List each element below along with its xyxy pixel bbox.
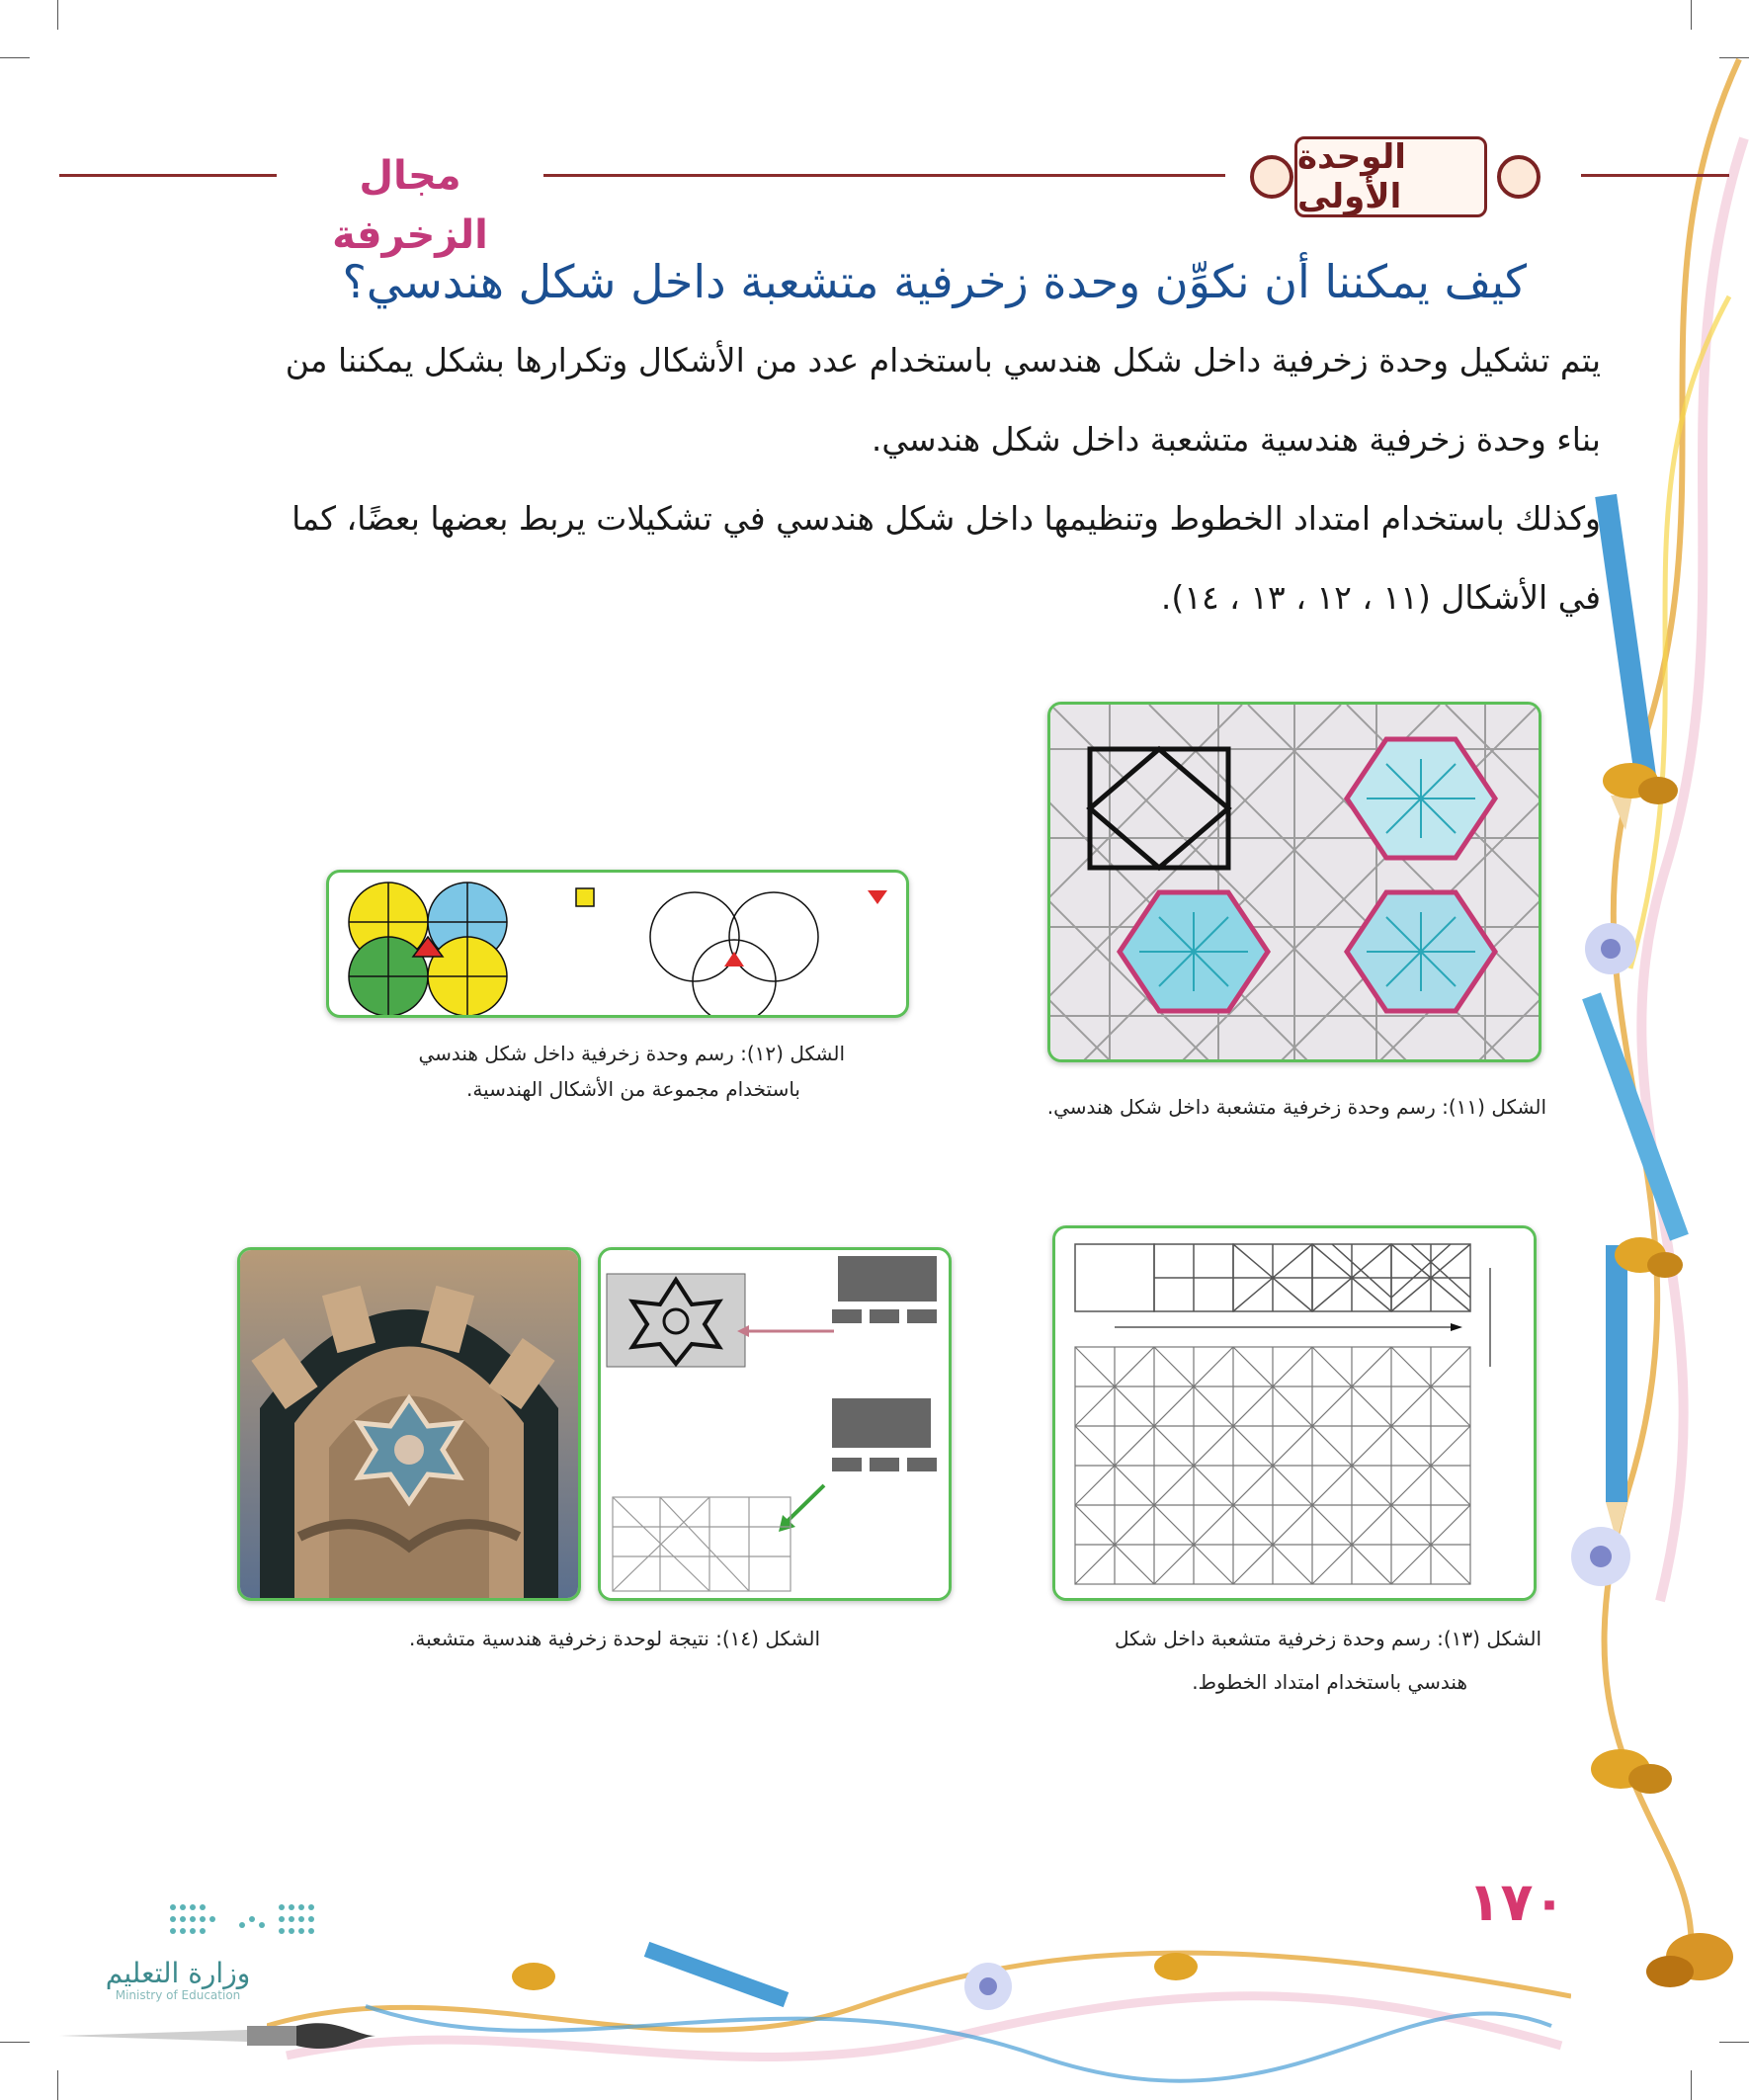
figure-12-frame xyxy=(326,870,909,1018)
page-heading: كيف يمكننا أن نكوِّن وحدة زخرفية متشعبة داخل شكل هندسي؟ xyxy=(342,255,1527,308)
figure-11-pattern xyxy=(1050,705,1539,1059)
figure-13-caption-line1: الشكل (١٣): رسم وحدة زخرفية متشعبة داخل شكل xyxy=(1114,1627,1541,1650)
unit-badge xyxy=(1294,136,1487,217)
pencil-icon xyxy=(1606,1245,1627,1542)
crop-mark xyxy=(0,57,30,58)
figure-11-caption: الشكل (١١): رسم وحدة زخرفية متشعبة داخل شكل هندسي. xyxy=(1046,1095,1546,1119)
figure-12-caption-line1: الشكل (١٢): رسم وحدة زخرفية داخل شكل هندسي xyxy=(418,1042,845,1065)
crop-mark xyxy=(57,0,58,30)
paragraph-line: بناء وحدة زخرفية هندسية متشعبة داخل شكل هندسي. xyxy=(871,420,1601,459)
ministry-name-ar: وزارة التعليم xyxy=(105,1957,251,1989)
page-number: ١٧٠ xyxy=(1467,1871,1566,1933)
figure-13-pattern xyxy=(1055,1228,1534,1598)
figure-14-photo xyxy=(240,1250,578,1598)
pencil-icon xyxy=(644,1942,789,2007)
figure-13-frame xyxy=(1052,1225,1537,1601)
paragraph-line: وكذلك باستخدام امتداد الخطوط وتنظيمها داخل شكل هندسي في تشكيلات يربط بعضها بعضًا، كما xyxy=(292,499,1601,538)
butterfly-icon xyxy=(1646,1933,1733,1987)
figure-14-photo-frame xyxy=(237,1247,581,1601)
flower-icon xyxy=(964,1963,1012,2010)
crop-mark xyxy=(0,2042,30,2043)
ornament-icon xyxy=(1497,155,1541,199)
decorative-bottom-border xyxy=(267,1907,1571,2100)
ministry-logo-icon xyxy=(163,1897,321,1947)
figure-14-diagram xyxy=(601,1250,949,1598)
flower-icon xyxy=(1571,1527,1630,1586)
header-rule-middle xyxy=(543,174,1225,177)
butterfly-icon xyxy=(512,1963,555,1990)
ornament-icon xyxy=(1250,155,1293,199)
paragraph-line: يتم تشكيل وحدة زخرفية داخل شكل هندسي باستخدام عدد من الأشكال وتكرارها بشكل يمكننا من xyxy=(285,341,1601,379)
figure-14-diagram-frame xyxy=(598,1247,952,1601)
figure-14-caption: الشكل (١٤): نتيجة لوحدة زخرفية هندسية متشعبة. xyxy=(408,1627,820,1650)
paintbrush-icon xyxy=(59,2006,375,2065)
figure-11-frame xyxy=(1047,702,1541,1062)
decorative-side-border xyxy=(1571,0,1749,2100)
header-rule-right xyxy=(1581,174,1729,177)
figure-12-caption-line2: باستخدام مجموعة من الأشكال الهندسية. xyxy=(465,1077,800,1101)
field-title: مجال الزخرفة xyxy=(332,153,488,258)
figure-12-drawing xyxy=(329,873,906,1015)
paragraph-line: في الأشكال (١١ ، ١٢ ، ١٣ ، ١٤). xyxy=(1160,578,1601,617)
figure-13-caption-line2: هندسي باستخدام امتداد الخطوط. xyxy=(1192,1670,1467,1694)
flower-icon xyxy=(1585,923,1636,974)
unit-label: الوحدة الأولى xyxy=(1297,137,1406,216)
header-rule-left xyxy=(59,174,277,177)
ministry-name-en: Ministry of Education xyxy=(115,1988,241,2002)
butterfly-icon xyxy=(1154,1953,1198,1980)
butterfly-icon xyxy=(1591,1749,1672,1794)
pencil-icon xyxy=(1582,992,1689,1240)
crop-mark xyxy=(57,2070,58,2100)
